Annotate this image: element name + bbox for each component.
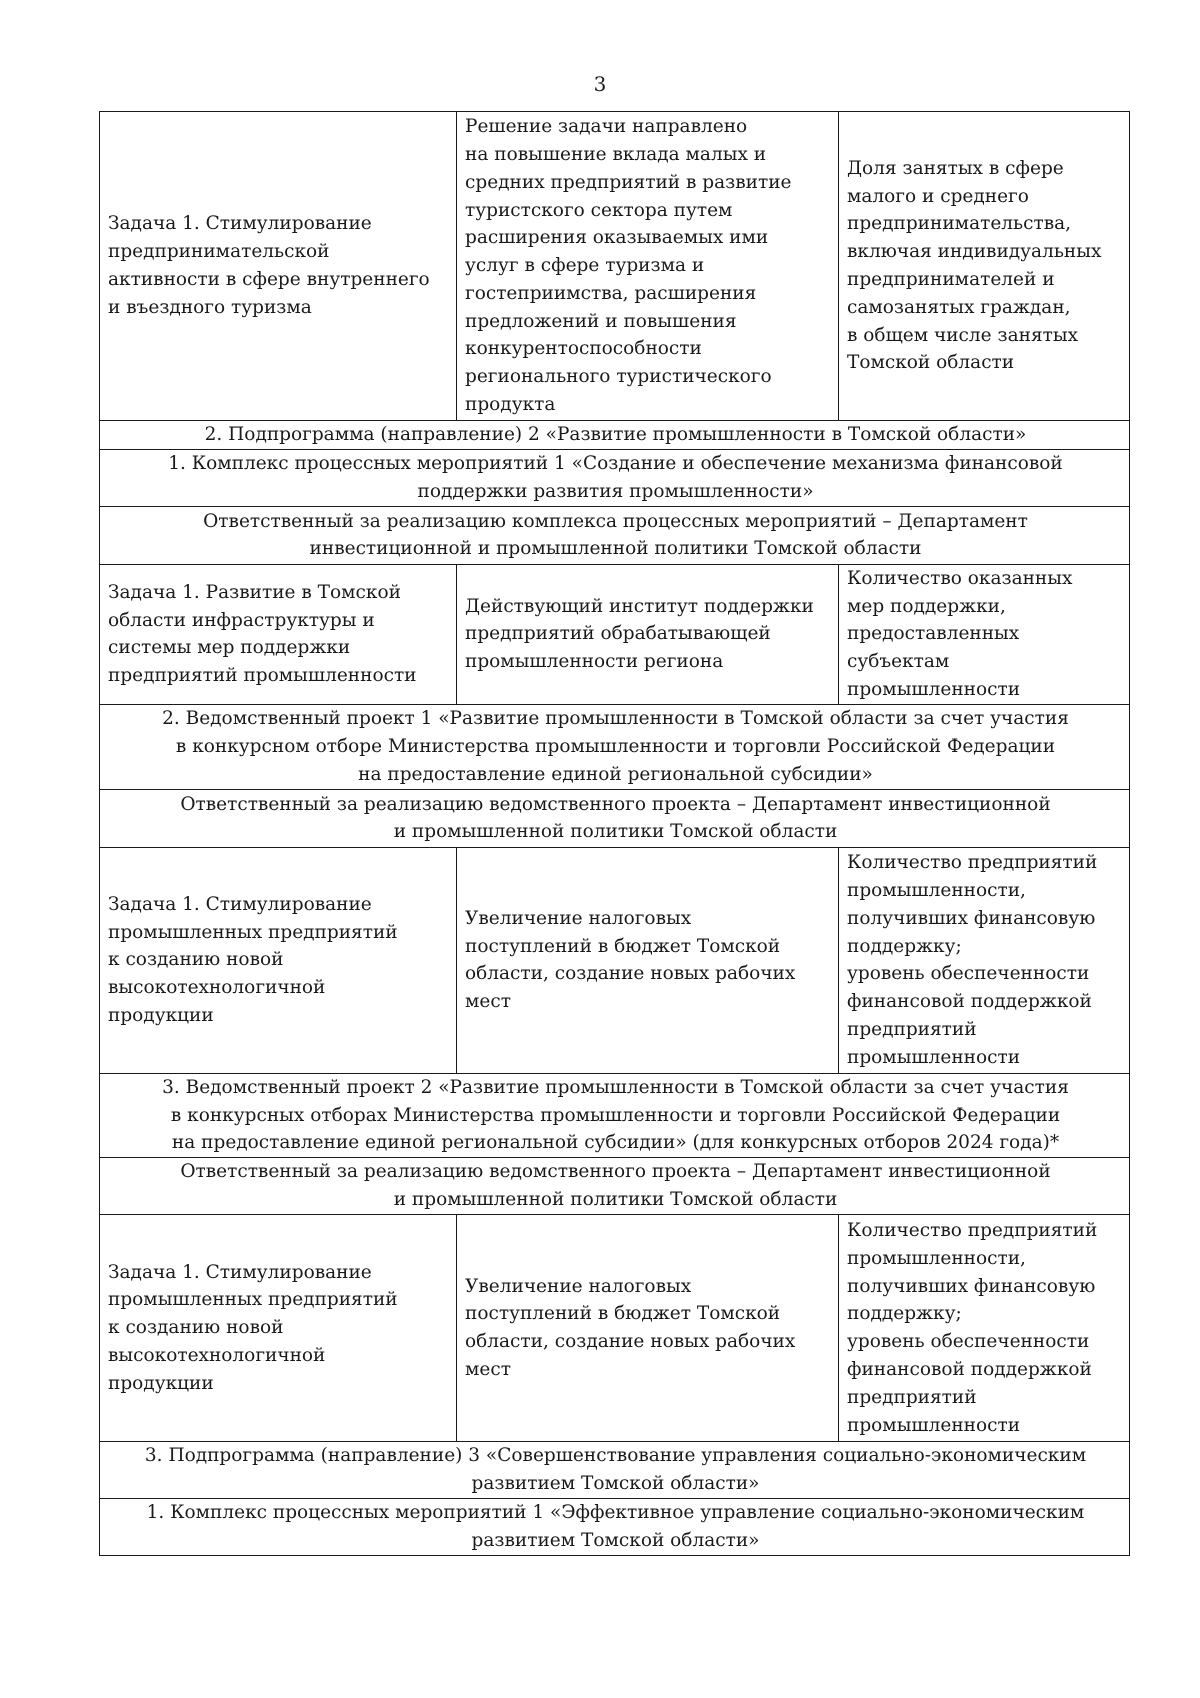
section-row-subprogram-2 [100, 421, 1130, 450]
section-row-project-1 [100, 704, 1130, 789]
section-row-responsible-project-1 [100, 789, 1130, 847]
indicator-cell: Количество предприятий промышленности, получивших финансовую поддержку; уровень обеспеченности финансовой поддержкой предприятий промышленности [839, 1215, 1130, 1442]
section-row-responsible-complex-1 [100, 506, 1130, 564]
indicator-cell: Количество оказанных мер поддержки, предоставленных субъектам промышленности [839, 564, 1130, 704]
complex-heading: 1. Комплекс процессных мероприятий 1 «Эффективное управление социально-экономическим развитием Томской области» [100, 1499, 1130, 1556]
table-row-hightech-task-2 [100, 1215, 1130, 1442]
effect-cell: Увеличение налоговых поступлений в бюджет Томской области, создание новых рабочих мест [457, 847, 839, 1073]
section-row-subprogram-3 [100, 1442, 1130, 1499]
subprogram-heading: 3. Подпрограмма (направление) 3 «Совершенствование управления социально-экономическим развитием Томской области» [100, 1442, 1130, 1499]
effect-cell: Решение задачи направлено на повышение вклада малых и средних предприятий в развитие туристского сектора путем расширения оказываемых ими услуг в сфере туризма и гостеприимства, расширения предложений и повышения конкурентоспособности регионального туристического продукта [457, 112, 839, 421]
section-row-responsible-project-2 [100, 1158, 1130, 1215]
indicator-cell: Количество предприятий промышленности, получивших финансовую поддержку; уровень обеспеченности финансовой поддержкой предприятий промышленности [839, 847, 1130, 1073]
page-number: 3 [593, 72, 607, 96]
effect-cell: Действующий институт поддержки предприятий обрабатывающей промышленности региона [457, 564, 839, 704]
section-row-complex-3-1 [100, 1499, 1130, 1556]
complex-heading: 1. Комплекс процессных мероприятий 1 «Создание и обеспечение механизма финансовой поддержки развития промышленности» [100, 449, 1130, 506]
subprogram-heading: 2. Подпрограмма (направление) 2 «Развитие промышленности в Томской области» [100, 421, 1130, 450]
effect-cell: Увеличение налоговых поступлений в бюджет Томской области, создание новых рабочих мест [457, 1215, 839, 1442]
table-row-infrastructure-task [100, 564, 1130, 704]
responsible-heading: Ответственный за реализацию ведомственного проекта – Департамент инвестиционной и промышленной политики Томской области [100, 789, 1130, 847]
section-row-complex-1 [100, 449, 1130, 506]
project-heading: 2. Ведомственный проект 1 «Развитие промышленности в Томской области за счет участия в конкурсном отборе Министерства промышленности и торговли Российской Федерации на предоставление единой региональной субсидии» [100, 704, 1130, 789]
program-structure-table [99, 111, 1130, 1556]
table-row-tourism-task [100, 112, 1130, 421]
indicator-cell: Доля занятых в сфере малого и среднего предпринимательства, включая индивидуальных предпринимателей и самозанятых граждан, в общем числе занятых Томской области [839, 112, 1130, 421]
task-cell: Задача 1. Развитие в Томской области инфраструктуры и системы мер поддержки предприятий промышленности [100, 564, 457, 704]
task-cell: Задача 1. Стимулирование предпринимательской активности в сфере внутреннего и въездного туризма [100, 112, 457, 421]
task-cell: Задача 1. Стимулирование промышленных предприятий к созданию новой высокотехнологичной продукции [100, 1215, 457, 1442]
responsible-heading: Ответственный за реализацию ведомственного проекта – Департамент инвестиционной и промышленной политики Томской области [100, 1158, 1130, 1215]
project-heading: 3. Ведомственный проект 2 «Развитие промышленности в Томской области за счет участия в конкурсных отборах Министерства промышленности и торговли Российской Федерации на предоставление единой региональной субсидии» (для конкурсных отборов 2024 года)* [100, 1073, 1130, 1157]
section-row-project-2 [100, 1073, 1130, 1157]
task-cell: Задача 1. Стимулирование промышленных предприятий к созданию новой высокотехнологичной продукции [100, 847, 457, 1073]
responsible-heading: Ответственный за реализацию комплекса процессных мероприятий – Департамент инвестиционной и промышленной политики Томской области [100, 506, 1130, 564]
table-row-hightech-task-1 [100, 847, 1130, 1073]
